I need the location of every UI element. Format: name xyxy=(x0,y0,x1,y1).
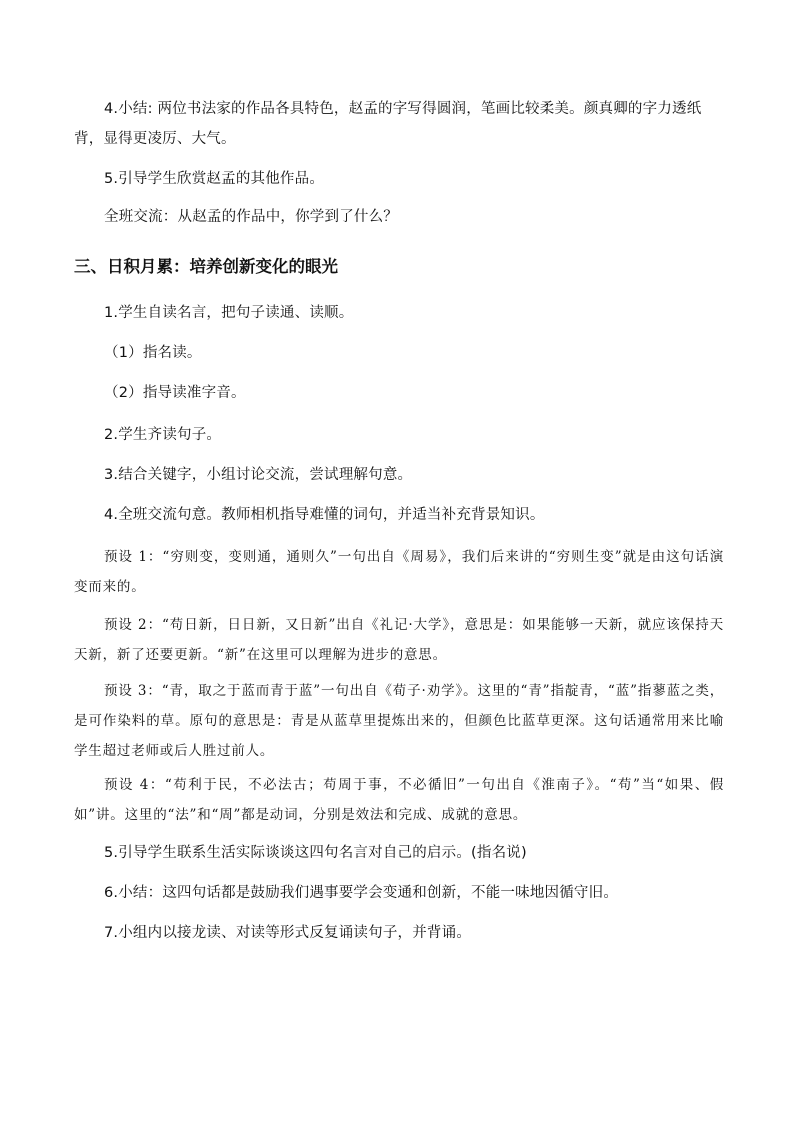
list-item: （2）指导读准字音。 xyxy=(104,385,246,401)
summary-item-5: 5.引导学生欣赏赵孟的其他作品。 xyxy=(104,171,325,187)
list-item: （1）指名读。 xyxy=(104,345,202,361)
followup-item-6: 6.小结：这四句话都是鼓励我们遇事要学会变通和创新，不能一味地因循守旧。 xyxy=(104,885,619,901)
list-item: 2.学生齐读句子。 xyxy=(104,427,222,443)
preset-1: 预设 1：“穷则变，变则通，通则久”一句出自《周易》，我们后来讲的“穷则生变”就是由这句话演变而来的。 xyxy=(74,549,724,595)
preset-2: 预设 2：“苟日新，日日新，又日新”出自《礼记·大学》，意思是：如果能够一天新，就应该保持天天新，新了还要更新。“新”在这里可以理解为进步的意思。 xyxy=(74,617,724,663)
summary-item-4: 4.小结: 两位书法家的作品各具特色，赵孟的字写得圆润，笔画比较柔美。颜真卿的字力透纸背，显得更凌厉、大气。 xyxy=(74,101,702,147)
followup-item-5: 5.引导学生联系生活实际谈谈这四句名言对自己的启示。(指名说) xyxy=(104,845,527,861)
followup-item-7: 7.小组内以接龙读、对读等形式反复诵读句子，并背诵。 xyxy=(104,925,472,941)
class-discussion: 全班交流：从赵孟的作品中，你学到了什么？ xyxy=(104,209,398,225)
preset-3: 预设 3：“青，取之于蓝而青于蓝”一句出自《荀子·劝学》。这里的“青”指靛青，“蓝”指蓼蓝之类，是可作染料的草。原句的意思是：青是从蓝草里提炼出来的，但颜色比蓝草更深。这句话通常用来比喻学生超过老师或后人胜过前人。 xyxy=(74,683,724,759)
section-3-heading: 三、日积月累：培养创新变化的眼光 xyxy=(74,257,338,276)
list-item: 4.全班交流句意。教师相机指导难懂的词句，并适当补充背景知识。 xyxy=(104,507,545,523)
preset-4: 预设 4：“苟利于民，不必法古；苟周于事，不必循旧”一句出自《淮南子》。“苟”当“如果、假如”讲。这里的“法”和“周”都是动词，分别是效法和完成、成就的意思。 xyxy=(74,777,724,823)
list-item: 3.结合关键字，小组讨论交流，尝试理解句意。 xyxy=(104,467,413,483)
list-item: 1.学生自读名言，把句子读通、读顺。 xyxy=(104,305,354,321)
